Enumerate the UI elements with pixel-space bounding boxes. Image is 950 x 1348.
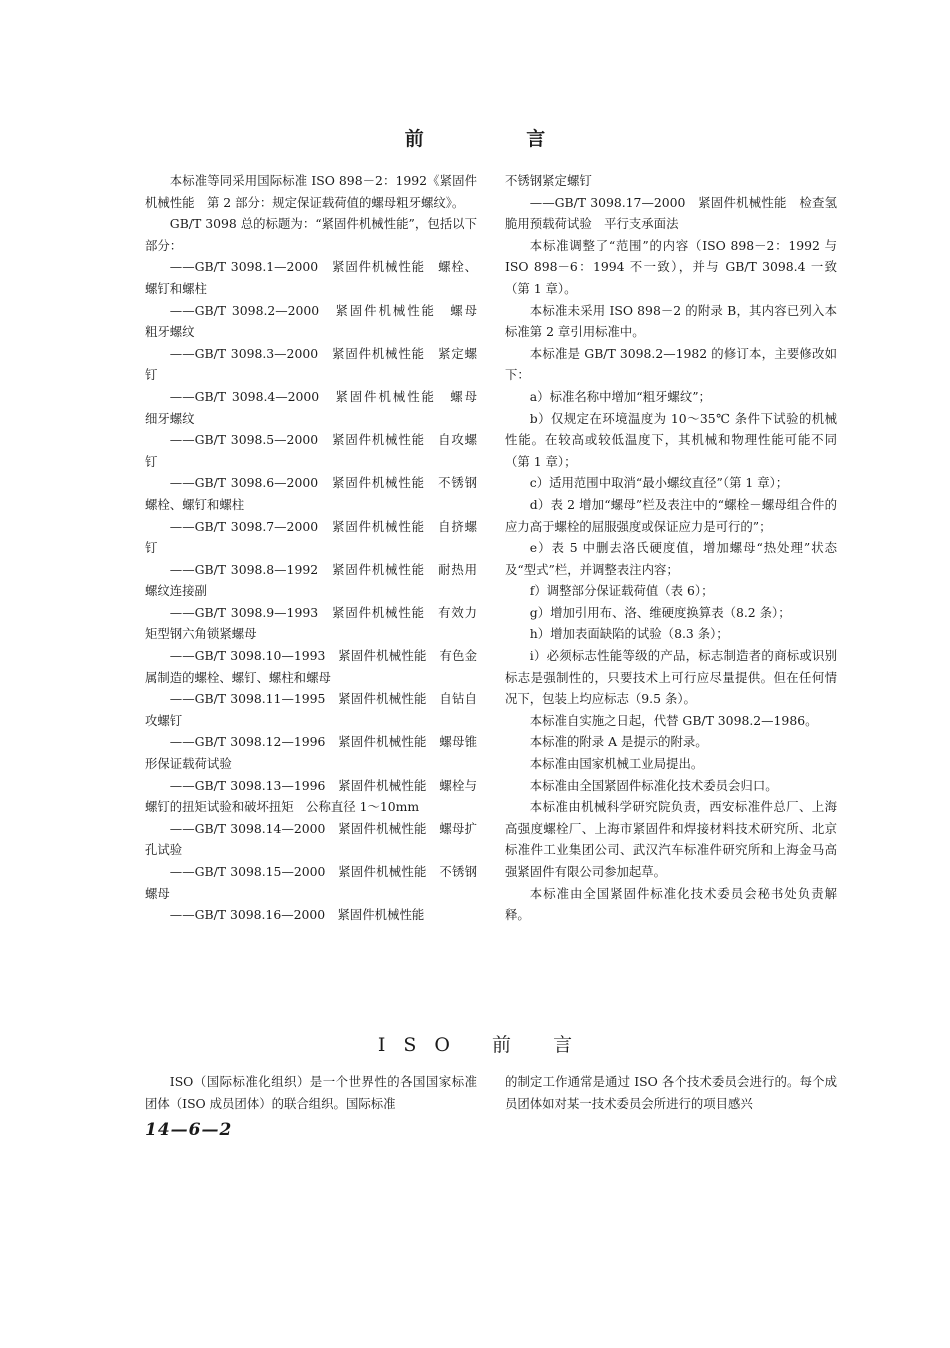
- change-item: e）表 5 中删去洛氏硬度值，增加螺母“热处理”状态及“型式”栏，并调整表注内容；: [505, 540, 837, 577]
- page-number: 14—6—2: [145, 1120, 233, 1140]
- list-item: ——GB/T 3098.8—1992 紧固件机械性能 耐热用螺纹连接副: [145, 561, 477, 599]
- iso-paragraph-continuation: 的制定工作通常是通过 ISO 各个技术委员会进行的。每个成员团体如对某一技术委员会所进行的项目感兴: [505, 1074, 837, 1111]
- list-item: ——GB/T 3098.7—2000 紧固件机械性能 自挤螺钉: [145, 518, 477, 556]
- closing-paragraph: 本标准由全国紧固件标准化技术委员会秘书处负责解释。: [505, 885, 837, 923]
- change-item: h）增加表面缺陷的试验（8.3 条）；: [529, 626, 729, 642]
- list-item: ——GB/T 3098.12—1996 紧固件机械性能 螺母锥形保证载荷试验: [145, 734, 477, 772]
- closing-paragraph: 本标准由国家机械工业局提出。: [529, 756, 704, 772]
- iso-left-column: [145, 1071, 477, 1114]
- closing-paragraph: 本标准由全国紧固件标准化技术委员会归口。: [529, 777, 778, 793]
- change-item: d）表 2 增加“螺母”栏及表注中的“螺栓－螺母组合件的应力高于螺栓的屈服强度或保证应力是可行的”；: [505, 496, 837, 534]
- list-item: ——GB/T 3098.14—2000 紧固件机械性能 螺母扩孔试验: [145, 820, 477, 858]
- iso-right-column: [505, 1071, 837, 1114]
- iso-paragraph: ISO（国际标准化组织）是一个世界性的各国国家标准团体（ISO 成员团体）的联合组织。国际标准: [145, 1074, 477, 1111]
- list-item-continuation: 不锈钢紧定螺钉: [505, 173, 592, 188]
- change-item: i）必须标志性能等级的产品，标志制造者的商标或识别标志是强制性的，只要技术上可行应尽量提供。但在任何情况下，包装上均应标志（9.5 条）。: [505, 648, 837, 707]
- list-item: ——GB/T 3098.11—1995 紧固件机械性能 自钻自攻螺钉: [145, 691, 477, 728]
- closing-paragraph: 本标准由机械科学研究院负责，西安标准件总厂、上海高强度螺栓厂、上海市紧固件和焊接材料技术研究所、北京标准件工业集团公司、武汉汽车标准件研究所和上海金马高强紧固件有限公司参加起草。: [505, 799, 837, 879]
- list-item: ——GB/T 3098.17—2000 紧固件机械性能 检查氢脆用预载荷试验 平行支承面法: [505, 194, 837, 232]
- list-item: ——GB/T 3098.16—2000 紧固件机械性能: [169, 907, 425, 923]
- change-item: f）调整部分保证载荷值（表 6）；: [529, 583, 714, 599]
- closing-paragraph: 本标准自实施之日起，代替 GB/T 3098.2—1986。: [529, 712, 818, 728]
- list-item: ——GB/T 3098.9—1993 紧固件机械性能 有效力矩型钢六角锁紧螺母: [145, 604, 477, 642]
- list-item: ——GB/T 3098.1—2000 紧固件机械性能 螺栓、螺钉和螺柱: [145, 259, 477, 296]
- body-paragraph: 本标准未采用 ISO 898－2 的附录 B，其内容已列入本标准第 2 章引用标准中。: [505, 302, 837, 340]
- left-column: [145, 170, 490, 926]
- series-intro-paragraph: GB/T 3098 总的标题为：“紧固件机械性能”，包括以下部分：: [145, 216, 477, 253]
- list-item: ——GB/T 3098.3—2000 紧固件机械性能 紧定螺钉: [145, 345, 477, 383]
- list-item: ——GB/T 3098.6—2000 紧固件机械性能 不锈钢螺栓、螺钉和螺柱: [145, 475, 477, 512]
- change-item: g）增加引用布、洛、维硬度换算表（8.2 条）；: [529, 604, 791, 620]
- right-column: [505, 170, 837, 926]
- list-item: ——GB/T 3098.10—1993 紧固件机械性能 有色金属制造的螺栓、螺钉、螺柱和螺母: [145, 648, 477, 685]
- body-paragraph: 本标准调整了“范围”的内容（ISO 898－2：1992 与 ISO 898－6：1994 不一致），并与 GB/T 3098.4 一致（第 1 章）。: [505, 237, 837, 296]
- iso-foreword-title: ISO 前 言: [377, 1034, 591, 1056]
- intro-paragraph: 本标准等同采用国际标准 ISO 898－2：1992《紧固件机械性能 第 2 部分：规定保证载荷值的螺母粗牙螺纹》。: [145, 173, 477, 210]
- body-paragraph: 本标准是 GB/T 3098.2—1982 的修订本，主要修改如下：: [505, 345, 837, 383]
- page-title: 前 言: [404, 128, 594, 150]
- change-item: c）适用范围中取消“最小螺纹直径”（第 1 章）；: [529, 475, 789, 491]
- closing-paragraph: 本标准的附录 A 是提示的附录。: [529, 734, 708, 750]
- list-item: ——GB/T 3098.5—2000 紧固件机械性能 自攻螺钉: [145, 432, 477, 469]
- list-item: ——GB/T 3098.2—2000 紧固件机械性能 螺母 粗牙螺纹: [145, 302, 490, 340]
- change-item: b）仅规定在环境温度为 10～35℃ 条件下试验的机械性能。在较高或较低温度下，其机械和物理性能可能不同（第 1 章）；: [505, 410, 837, 469]
- list-item: ——GB/T 3098.13—1996 紧固件机械性能 螺栓与螺钉的扭矩试验和破坏扭矩 公称直径 1～10mm: [145, 777, 477, 815]
- list-item: ——GB/T 3098.15—2000 紧固件机械性能 不锈钢螺母: [145, 864, 477, 901]
- change-item: a）标准名称中增加“粗牙螺纹”；: [529, 388, 711, 404]
- list-item: ——GB/T 3098.4—2000 紧固件机械性能 螺母 细牙螺纹: [145, 388, 490, 426]
